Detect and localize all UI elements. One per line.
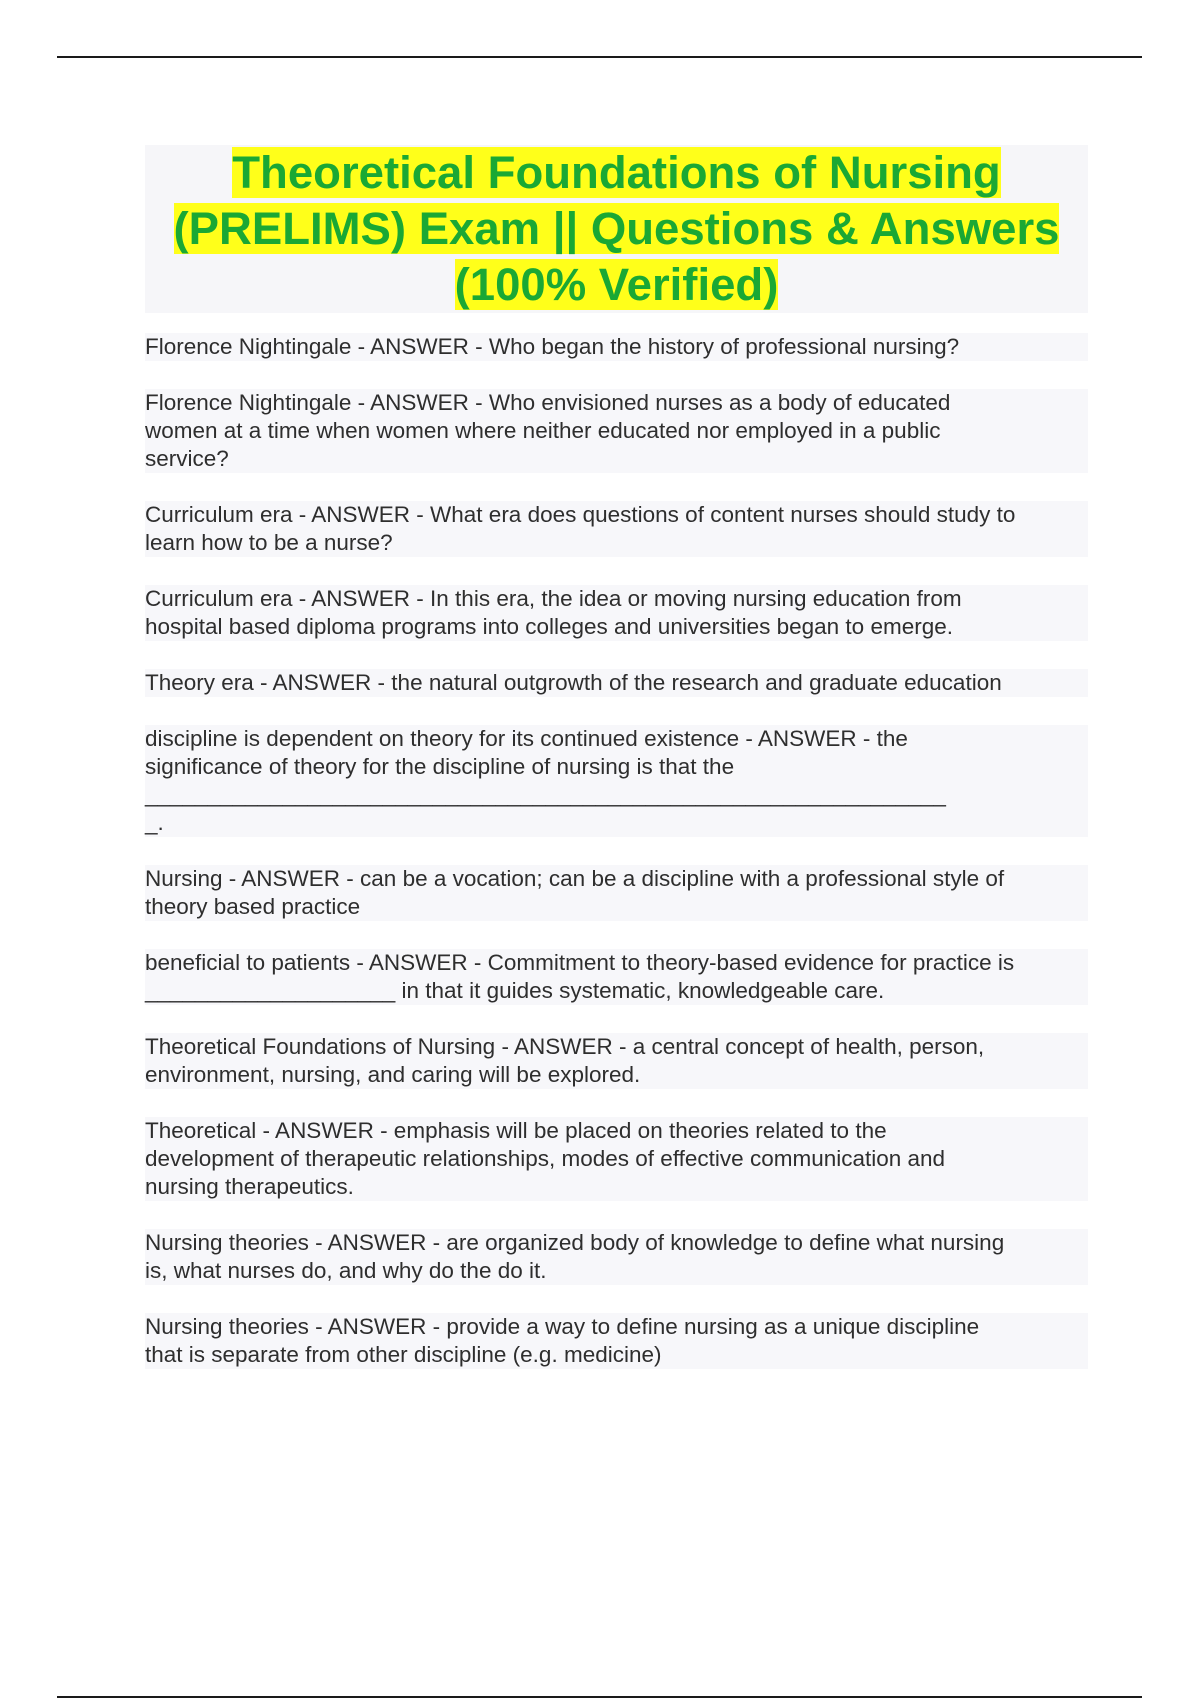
qa-entry-line: development of therapeutic relationships, modes of effective communication and [145, 1146, 946, 1171]
qa-entry-line: Nursing theories - ANSWER - are organized body of knowledge to define what nursing [145, 1230, 1005, 1255]
qa-entry-line: Florence Nightingale - ANSWER - Who envisioned nurses as a body of educated [145, 390, 951, 415]
qa-entry-line: Theoretical - ANSWER - emphasis will be placed on theories related to the [145, 1118, 887, 1143]
qa-entry-line: _. [145, 810, 164, 835]
qa-entry-line: that is separate from other discipline (e.g. medicine) [145, 1342, 662, 1367]
document-title [145, 145, 1088, 313]
qa-entry-line: Curriculum era - ANSWER - What era does questions of content nurses should study to [145, 502, 1016, 527]
qa-entry-line: Florence Nightingale - ANSWER - Who began the history of professional nursing? [145, 334, 960, 359]
qa-entry-line: beneficial to patients - ANSWER - Commitment to theory-based evidence for practice is [145, 950, 1015, 975]
qa-entry [145, 1229, 1088, 1285]
qa-list [145, 333, 1088, 1369]
qa-entry-line: ____________________ in that it guides systematic, knowledgeable care. [145, 978, 885, 1003]
title-line-3: (100% Verified) [454, 259, 779, 310]
title-line-2: (PRELIMS) Exam || Questions & Answers [173, 203, 1060, 254]
qa-entry-line: learn how to be a nurse? [145, 530, 393, 555]
qa-entry [145, 585, 1088, 641]
document-body [145, 145, 1088, 1397]
qa-entry [145, 669, 1088, 697]
title-line-1: Theoretical Foundations of Nursing [232, 147, 1001, 198]
qa-entry-line: service? [145, 446, 229, 471]
footer-rule [57, 1696, 1142, 1698]
qa-entry [145, 865, 1088, 921]
header-rule [57, 56, 1142, 58]
qa-entry [145, 389, 1088, 473]
qa-entry-line: Nursing theories - ANSWER - provide a way to define nursing as a unique discipline [145, 1314, 980, 1339]
qa-entry-line: hospital based diploma programs into colleges and universities began to emerge. [145, 614, 953, 639]
qa-entry [145, 501, 1088, 557]
qa-entry-line: Theoretical Foundations of Nursing - ANSWER - a central concept of health, person, [145, 1034, 985, 1059]
qa-entry [145, 1033, 1088, 1089]
qa-entry-line: discipline is dependent on theory for its continued existence - ANSWER - the [145, 726, 908, 751]
qa-entry-line: women at a time when women where neither educated nor employed in a public [145, 418, 941, 443]
qa-entry-line: significance of theory for the discipline of nursing is that the [145, 754, 735, 779]
qa-entry-line: Theory era - ANSWER - the natural outgrowth of the research and graduate education [145, 670, 1002, 695]
qa-entry [145, 1313, 1088, 1369]
qa-entry-line: ________________________________________________________________ [145, 782, 946, 807]
qa-entry [145, 725, 1088, 837]
qa-entry-line: Nursing - ANSWER - can be a vocation; can be a discipline with a professional style of [145, 866, 1005, 891]
qa-entry-line: is, what nurses do, and why do the do it. [145, 1258, 547, 1283]
qa-entry [145, 949, 1088, 1005]
qa-entry-line: environment, nursing, and caring will be explored. [145, 1062, 641, 1087]
qa-entry [145, 333, 1088, 361]
qa-entry-line: nursing therapeutics. [145, 1174, 354, 1199]
qa-entry-line: Curriculum era - ANSWER - In this era, the idea or moving nursing education from [145, 586, 962, 611]
qa-entry-line: theory based practice [145, 894, 361, 919]
qa-entry [145, 1117, 1088, 1201]
